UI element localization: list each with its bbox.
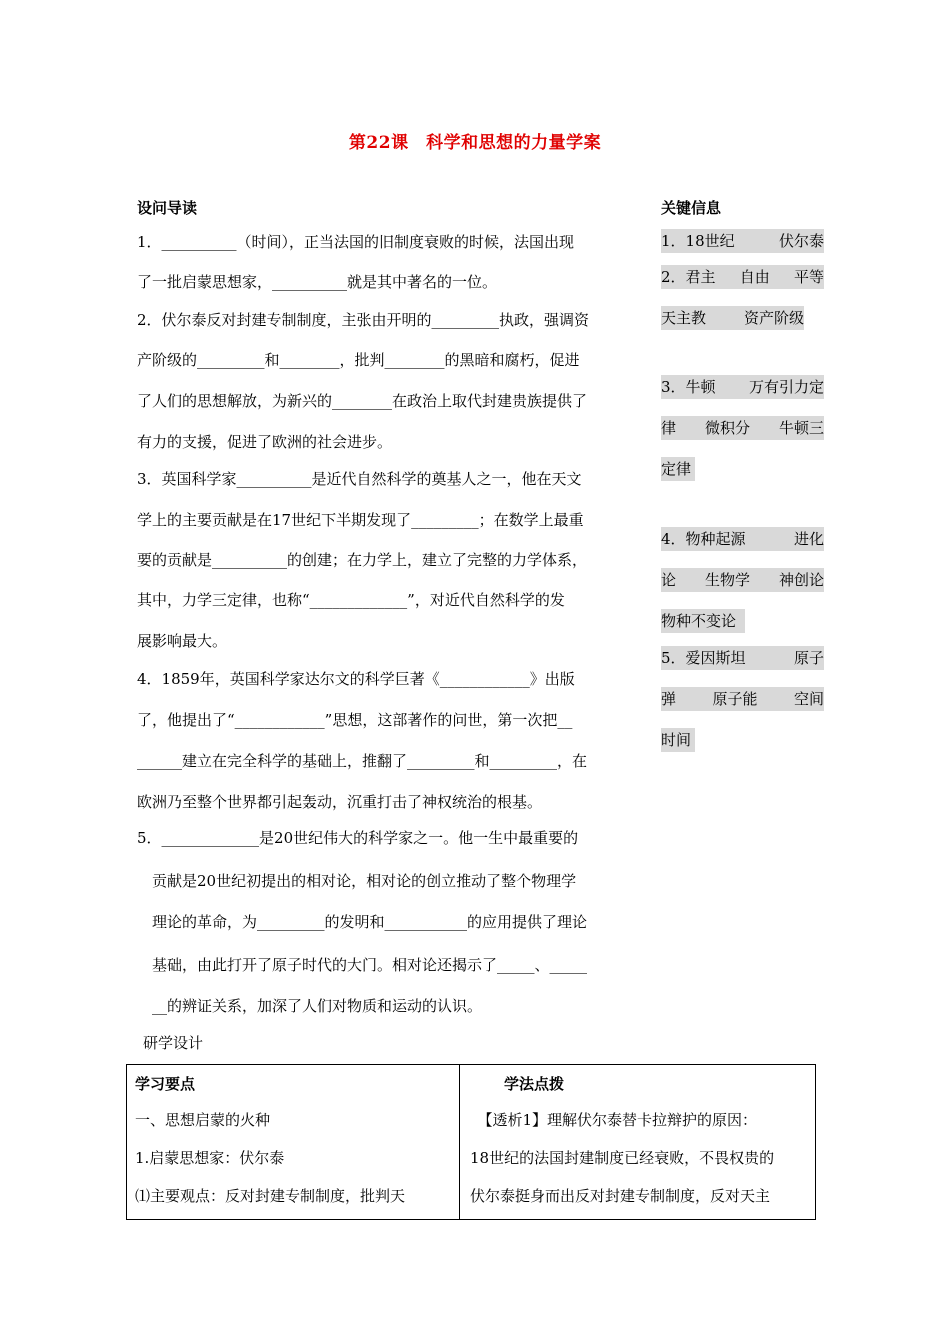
guide-line: 学上的主要贡献是在17世纪下半期发现了_________；在数学上最重 (137, 511, 584, 529)
study-design-label: 研学设计 (143, 1034, 204, 1052)
key-info-line: 时间 (661, 728, 695, 752)
guide-line: 有力的支援，促进了欧洲的社会进步。 (137, 433, 393, 451)
guide-heading: 设问导读 (137, 199, 198, 217)
guide-line: 5．_____________是20世纪伟大的科学家之一。他一生中最重要的 (137, 829, 579, 847)
key-info-line: 天主教 资产阶级 (661, 306, 804, 330)
key-info-line: 物种不变论 (661, 609, 745, 633)
guide-line: 3．英国科学家__________是近代自然科学的奠基人之一，他在天文 (137, 470, 582, 488)
key-info-line: 2．君主 自由 平等 (661, 265, 824, 289)
guide-line: 2．伏尔泰反对封建专制制度，主张由开明的_________执政，强调资 (137, 311, 590, 329)
learning-point-line: ⑴主要观点：反对封建专制制度，批判天 (135, 1187, 406, 1205)
learning-points-cell (127, 1065, 460, 1220)
guide-line: __的辨证关系，加深了人们对物质和运动的认识。 (152, 997, 483, 1015)
key-info-line: 3．牛顿 万有引力定 (661, 375, 824, 399)
learning-point-line: 1.启蒙思想家：伏尔泰 (135, 1149, 285, 1167)
key-info-line: 律 微积分 牛顿三 (661, 416, 824, 440)
guide-line: 基础，由此打开了原子时代的大门。相对论还揭示了_____、_____ (152, 956, 588, 974)
guide-line: 产阶级的_________和________，批判________的黑暗和腐朽，促进 (137, 351, 580, 369)
key-info-line: 5．爱因斯坦 原子 (661, 646, 824, 670)
guide-line: 了一批启蒙思想家，__________就是其中著名的一位。 (137, 273, 498, 291)
key-info-line: 4．物种起源 进化 (661, 527, 824, 551)
study-tips-header: 学法点拨 (504, 1075, 565, 1093)
learning-points-header: 学习要点 (135, 1075, 196, 1093)
key-info-line: 弹 原子能 空间 (661, 687, 824, 711)
guide-line: 欧洲乃至整个世界都引起轰动，沉重打击了神权统治的根基。 (137, 793, 543, 811)
guide-line: 其中，力学三定律，也称“_____________”，对近代自然科学的发 (137, 591, 565, 609)
study-tip-line: 伏尔泰挺身而出反对封建专制制度，反对天主 (470, 1187, 771, 1205)
guide-line: 4．1859年，英国科学家达尔文的科学巨著《____________》出版 (137, 670, 575, 688)
guide-line: 理论的革命，为_________的发明和___________的应用提供了理论 (152, 913, 588, 931)
study-design-table (126, 1064, 816, 1220)
guide-line: 了人们的思想解放，为新兴的________在政治上取代封建贵族提供了 (137, 392, 588, 410)
guide-line: 贡献是20世纪初提出的相对论，相对论的创立推动了整个物理学 (152, 872, 577, 890)
page-title: 第22课 科学和思想的力量学案 (348, 133, 602, 153)
guide-line: ______建立在完全科学的基础上，推翻了_________和_________，在 (137, 752, 588, 770)
study-tip-line: 【透析1】理解伏尔泰替卡拉辩护的原因： (470, 1111, 758, 1129)
guide-line: 要的贡献是__________的创建；在力学上，建立了完整的力学体系， (137, 551, 588, 569)
key-info-heading: 关键信息 (661, 199, 722, 217)
guide-line: 展影响最大。 (137, 632, 228, 650)
key-info-line: 论 生物学 神创论 (661, 568, 824, 592)
guide-line: 了，他提出了“____________”思想，这部著作的问世，第一次把__ (137, 711, 573, 729)
study-tip-line: 18世纪的法国封建制度已经衰败，不畏权贵的 (470, 1149, 775, 1167)
key-info-line: 1．18世纪 伏尔泰 (661, 229, 824, 253)
key-info-line: 定律 (661, 457, 695, 481)
learning-point-line: 一、思想启蒙的火种 (135, 1111, 271, 1129)
study-tips-cell (460, 1065, 816, 1220)
guide-line: 1．__________（时间），正当法国的旧制度衰败的时候，法国出现 (137, 233, 575, 251)
